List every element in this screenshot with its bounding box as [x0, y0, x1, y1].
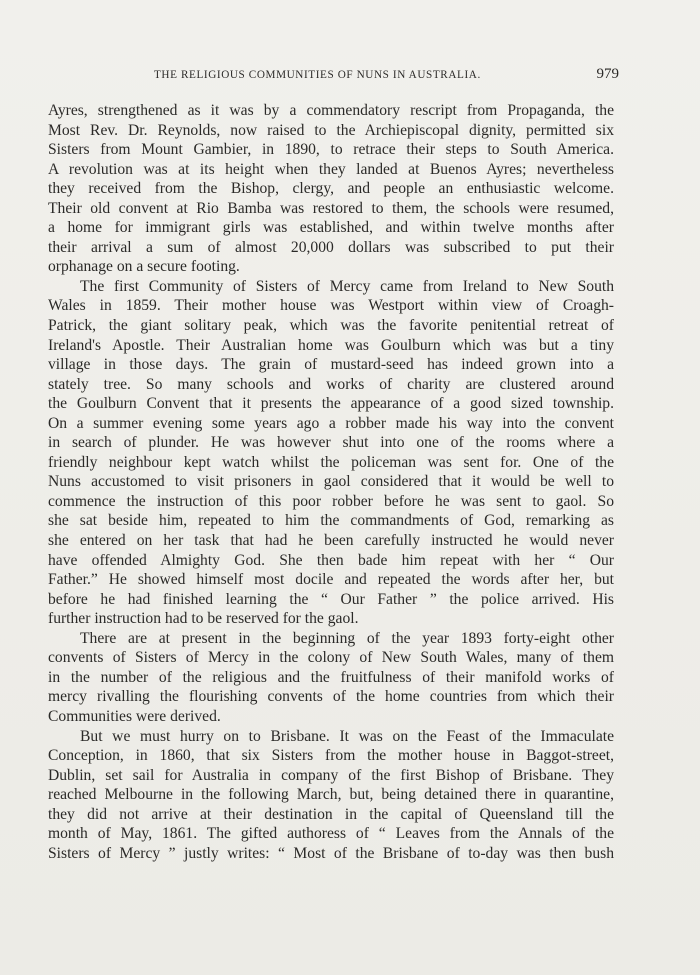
text-line: reached Melbourne in the following March, but, being detained there in quarantine,	[48, 786, 614, 804]
text-line: Sisters from Mount Gambier, in 1890, to retrace their steps to South America.	[48, 141, 614, 159]
text-line: month of May, 1861. The gifted authoress of “ Leaves from the Annals of the	[48, 825, 614, 843]
text-line: Patrick, the giant solitary peak, which was the favorite penitential retreat of	[48, 317, 614, 335]
text-line: On a summer evening some years ago a robber made his way into the convent	[48, 414, 614, 432]
text-line: further instruction had to be reserved for the gaol.	[48, 610, 359, 628]
text-line: commence the instruction of this poor robber before he was sent to gaol. So	[48, 492, 614, 510]
text-line: in the number of the religious and the fruitfulness of their manifold works of	[48, 668, 614, 686]
text-line: Sisters of Mercy ” justly writes: “ Most of the Brisbane of to-day was then bush	[48, 844, 614, 862]
running-title: THE RELIGIOUS COMMUNITIES OF NUNS IN AUSTRALIA.	[154, 69, 481, 81]
text-line: she sat beside him, repeated to him the commandments of God, remarking as	[48, 512, 614, 530]
text-line: Nuns accustomed to visit prisoners in gaol considered that it would be well to	[48, 473, 614, 491]
text-line: a home for immigrant girls was established, and within twelve months after	[48, 219, 614, 237]
text-line: But we must hurry on to Brisbane. It was on the Feast of the Immaculate	[80, 727, 614, 745]
text-line: their arrival a sum of almost 20,000 dollars was subscribed to put their	[48, 238, 614, 256]
body-text	[48, 101, 614, 863]
text-line: Wales in 1859. Their mother house was Westport within view of Croagh-	[48, 297, 614, 315]
page-header	[48, 66, 618, 86]
text-line: have offended Almighty God. She then bade him repeat with her “ Our	[48, 551, 614, 569]
text-line: convents of Sisters of Mercy in the colony of New South Wales, many of them	[48, 649, 614, 667]
text-line: Conception, in 1860, that six Sisters from the mother house in Baggot-street,	[48, 747, 614, 765]
page-number: 979	[596, 66, 619, 82]
text-line: the Goulburn Convent that it presents the appearance of a good sized township.	[48, 395, 614, 413]
text-line: A revolution was at its height when they landed at Buenos Ayres; nevertheless	[48, 160, 614, 178]
paragraph-1	[48, 101, 614, 277]
text-line: before he had finished learning the “ Our Father ” the police arrived. His	[48, 590, 614, 608]
text-line: Dublin, set sail for Australia in company of the first Bishop of Brisbane. They	[48, 766, 614, 784]
text-line: Most Rev. Dr. Reynolds, now raised to the Archiepiscopal dignity, permitted six	[48, 121, 614, 139]
text-line: she entered on her task that had he been carefully instructed he would never	[48, 532, 614, 550]
text-line: The first Community of Sisters of Mercy came from Ireland to New South	[80, 277, 614, 295]
text-line: they did not arrive at their destination in the capital of Queensland till the	[48, 805, 614, 823]
paragraph-2	[48, 277, 614, 629]
text-line: village in those days. The grain of mustard-seed has indeed grown into a	[48, 356, 614, 374]
text-line: Father.” He showed himself most docile and repeated the words after her, but	[48, 571, 614, 589]
text-line: mercy rivalling the flourishing convents of the home countries from which their	[48, 688, 614, 706]
text-line: There are at present in the beginning of the year 1893 forty-eight other	[80, 629, 614, 647]
text-line: orphanage on a secure footing.	[48, 258, 240, 276]
text-line: Their old convent at Rio Bamba was restored to them, the schools were resumed,	[48, 199, 614, 217]
text-line: Communities were derived.	[48, 707, 221, 725]
text-line: Ireland's Apostle. Their Australian home was Goulburn which was but a tiny	[48, 336, 614, 354]
paragraph-3	[48, 629, 614, 727]
text-line: friendly neighbour kept watch whilst the policeman was sent for. One of the	[48, 453, 614, 471]
text-line: in search of plunder. He was however shut into one of the rooms where a	[48, 434, 614, 452]
text-line: they received from the Bishop, clergy, and people an enthusiastic welcome.	[48, 180, 614, 198]
paragraph-4	[48, 727, 614, 864]
text-line: Ayres, strengthened as it was by a commendatory rescript from Propaganda, the	[48, 102, 614, 119]
text-line: stately tree. So many schools and works of charity are clustered around	[48, 375, 614, 393]
